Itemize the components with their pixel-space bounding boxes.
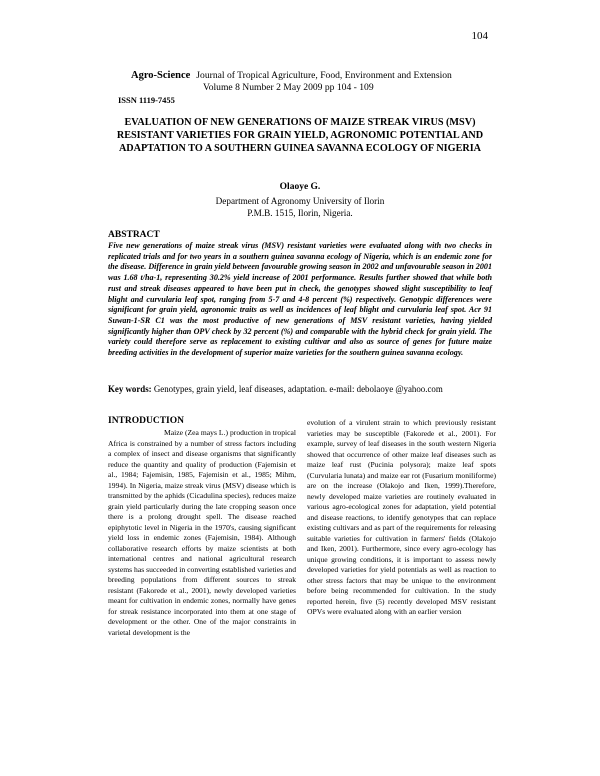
journal-brand: Agro-Science (131, 70, 191, 81)
journal-name: Journal of Tropical Agriculture, Food, Environment and Extension (196, 70, 452, 81)
abstract-text: Five new generations of maize streak virus (MSV) resistant varieties were evaluated along with two checks in replicated trials and for two years in a southern guinea savanna ecology of Nigeria, which is an endemic zone for the disease. Difference in grain yield between favourable growing season in 2002 and unfavourable season in 2001 was 1.68 t/ha-1, representing 30.2% yield increase of 2001 performance. Results further showed that while both rust and streak diseases appeared to have been put in check, the genotypes showed slight susceptibility to leaf blight and curvularia leaf spot, ranging from 5-7 and 4-8 percent (%) respectively. Genotypic differences were significant for grain yield, agronomic traits as well as incidences of leaf blight and curvularia leaf spot. Acr 91 Suwan-1-SR C1 was the most productive of new generations of MSV resistant varieties, having yielded significantly higher than OPV check by 32 percent (%) and comparable with the hybrid check for grain yield. The variety could therefore serve as replacement to existing cultivar and also as source of genes for future maize breeding activities in the development of superior maize varieties for the southern guinea savanna ecology. (108, 241, 492, 358)
journal-volume-line: Volume 8 Number 2 May 2009 pp 104 - 109 (203, 82, 374, 93)
author-name: Olaoye G. (279, 182, 321, 192)
journal-header (131, 70, 491, 94)
author-affiliation (100, 195, 500, 219)
keywords (108, 384, 492, 394)
page-number: 104 (471, 30, 488, 42)
abstract-heading: ABSTRACT (108, 230, 160, 240)
intro-paragraph-right: evolution of a virulent strain to which previously resistant varieties may be susceptible (Fakorede et al., 2001). For example, survey of leaf diseases in the south western Nigeria showed that occurrence of other maize leaf diseases such as maize leaf rust (Pucinia polysora); maize leaf spots (Curvularia lunata) and maize ear rot (Fusarium moniliforme) are on the increase (Olakojo and Iken, 1999).Therefore, newly developed maize varieties are routinely evaluated in various agro-ecological zones for adaptation, yield potential and disease reactions, to identify genotypes that can replace existing cultivars and as part of the requirements for releasing suitable varieties for cultivation in farmers' fields (Olakojo and Iken, 2001). Furthermore, since every agro-ecology has unique growing conditions, it is important to assess newly developed varieties for yield potentials as well as reaction to other stress factors that may be unique to the environment before being recommended for cultivation. In the study reported herein, five (5) recently developed MSV resistant OPVs were evaluated along with an earlier version (307, 418, 496, 616)
keywords-label: Key words: (108, 384, 152, 394)
body-column-right (307, 418, 496, 618)
body-column-left (108, 428, 296, 638)
intro-paragraph-left: Maize (Zea mays L.) production in tropical Africa is constrained by a number of stress factors including a complex of insect and disease organisms that significantly reduce the quantity and quality of production (Fajemisin et al., 1984; Fajemisin, 1985, Fajemisin et al., 1985; Mihm, 1994). In Nigeria, maize streak virus (MSV) disease which is transmitted by the aphids (Cicadulina species), reduces maize grain yield particularly during the late cropping season once there is a prolong drought spell. The disease reached epiphytotic level in Nigeria in the 1970's, causing significant yield loss in endemic zones (Fajemisin, 1984). Although collaborative research efforts by maize scientists at both international centres and national agricultural research systems has succeeded in converting established varieties and breeding populations from different sources to streak resistant (Fakorede et al., 2001), newly developed varieties meant for cultivation in endemic zones, normally have genes for streak resistance incorporated into them at one stage of development or the other. One of the major constraints in varietal development is the (108, 428, 296, 637)
issn: ISSN 1119-7455 (118, 95, 175, 105)
affiliation-line-1: Department of Agronomy University of Ilorin (215, 196, 385, 206)
paper-title: EVALUATION OF NEW GENERATIONS OF MAIZE STREAK VIRUS (MSV) RESISTANT VARIETIES FOR GRAIN YIELD, AGRONOMIC POTENTIAL AND ADAPTATION TO A SOUTHERN GUINEA SAVANNA ECOLOGY OF NIGERIA (116, 117, 484, 154)
introduction-heading: INTRODUCTION (108, 416, 185, 426)
keywords-text: Genotypes, grain yield, leaf diseases, adaptation. e-mail: debolaoye @yahoo.com (151, 384, 443, 394)
affiliation-line-2: P.M.B. 1515, Ilorin, Nigeria. (247, 208, 353, 218)
